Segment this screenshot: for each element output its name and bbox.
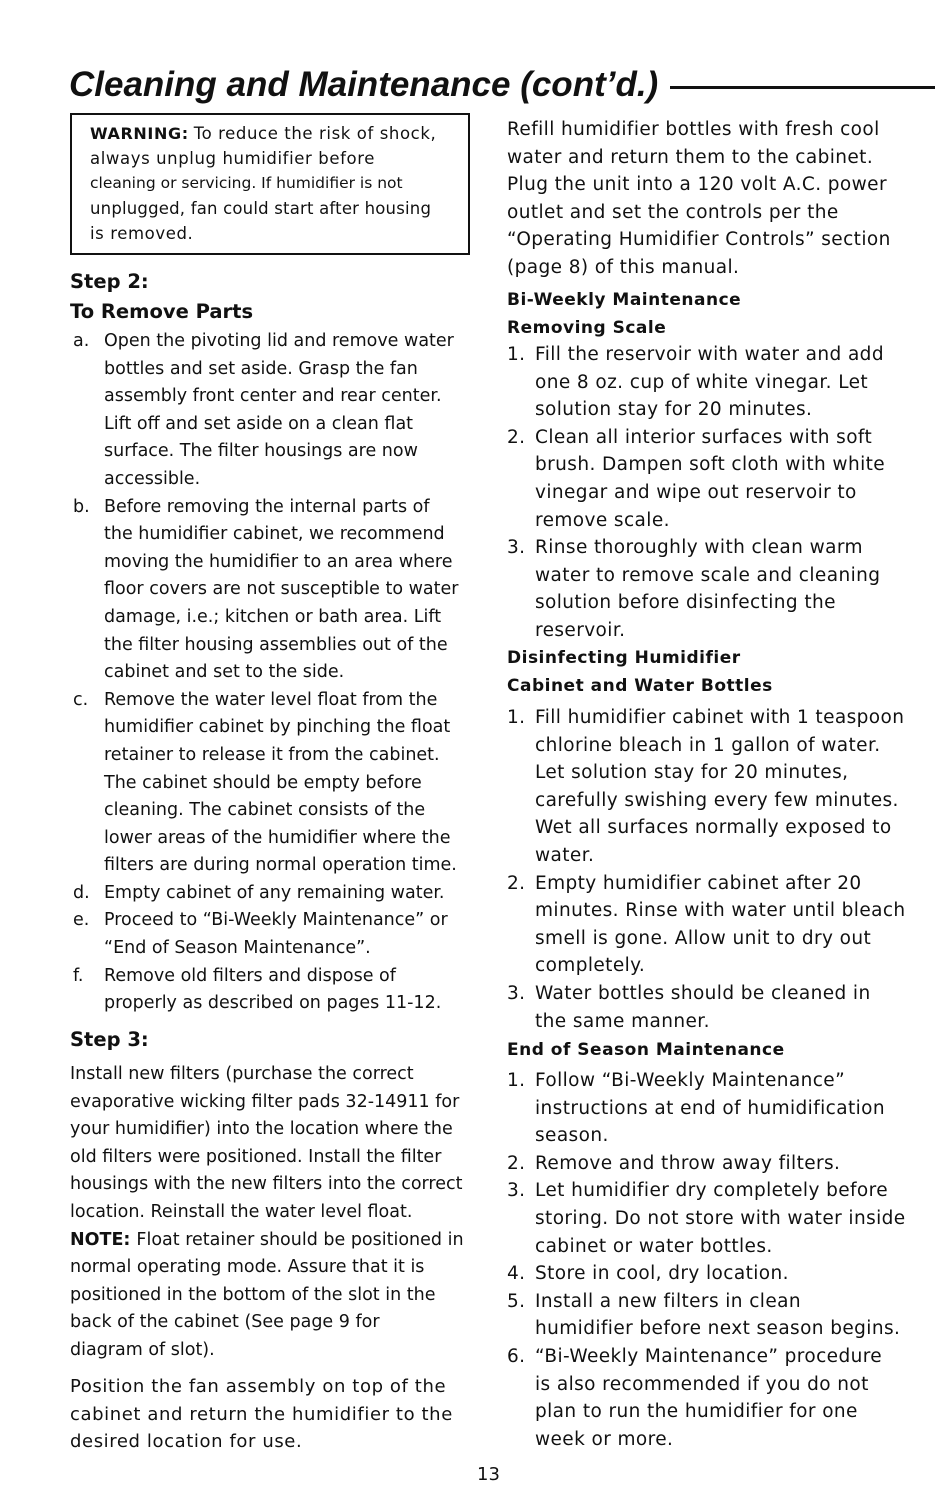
item-text: Fill the reservoir with water and add one 8 oz. cup of white vinegar. Let solution stay for 20 minutes. <box>535 344 884 421</box>
list-item <box>507 1067 906 1150</box>
note-label: NOTE: <box>70 1229 131 1250</box>
item-text: Follow “Bi-Weekly Maintenance” instructions at end of humidification season. <box>535 1070 886 1147</box>
step2-list <box>70 328 458 1018</box>
item-marker: e. <box>73 910 90 931</box>
item-marker: a. <box>73 331 90 351</box>
item-marker: c. <box>73 689 89 710</box>
item-marker: 3. <box>507 1180 526 1202</box>
warning-box <box>70 113 470 255</box>
list-item <box>507 1288 906 1343</box>
page-number: 13 <box>477 1464 500 1485</box>
item-text: Empty cabinet of any remaining water. <box>104 882 445 903</box>
item-marker: b. <box>73 496 90 517</box>
item-text: Remove and throw away filters. <box>535 1152 841 1174</box>
warning-line: always unplug humidifier before <box>90 149 375 168</box>
disinfect-list <box>507 704 906 1035</box>
item-text: Open the pivoting lid and remove water bottles and set aside. Grasp the fan assembly front center and rear center. Lift off and set aside on a clean flat surface. The filter housings are now accessible. <box>104 331 454 489</box>
list-item <box>507 980 906 1035</box>
warning-text: To reduce the risk of shock, <box>193 124 437 143</box>
item-marker: f. <box>73 965 84 986</box>
item-text: Let humidifier dry completely before storing. Do not store with water inside cabinet or water bottles. <box>535 1180 906 1257</box>
disinfect-subheading: Cabinet and Water Bottles <box>507 676 773 696</box>
item-marker: 1. <box>507 707 526 728</box>
item-text: Rinse thoroughly with clean warm water to remove scale and cleaning solution before disinfecting the reservoir. <box>535 537 881 641</box>
title-rule <box>670 86 935 89</box>
warning-line: unplugged, fan could start after housing <box>90 199 432 218</box>
warning-line <box>90 121 468 146</box>
warning-line: is removed. <box>90 224 194 243</box>
list-item <box>507 1150 906 1178</box>
step3-closing-paragraph: Position the fan assembly on top of the cabinet and return the humidifier to the desired location for use. <box>70 1376 453 1453</box>
list-item <box>507 1260 906 1288</box>
list-item <box>507 704 906 870</box>
note-text: Float retainer should be positioned in normal operating mode. Assure that it is positioned in the bottom of the slot in the back of the cabinet (See page 9 for diagram of slot). <box>70 1229 464 1360</box>
list-item <box>507 341 885 424</box>
list-item <box>507 424 885 534</box>
warning-label: WARNING: <box>90 124 189 143</box>
item-marker: 5. <box>507 1290 526 1312</box>
item-marker: 1. <box>507 1070 526 1091</box>
item-marker: 2. <box>507 426 526 448</box>
list-item <box>70 880 458 908</box>
list-item <box>70 687 458 880</box>
item-text: Proceed to “Bi-Weekly Maintenance” or “End of Season Maintenance”. <box>104 910 448 959</box>
item-marker: 4. <box>507 1263 526 1285</box>
step2-heading: Step 2: <box>70 270 149 293</box>
list-item <box>70 963 458 1018</box>
step2-heading-block <box>70 267 253 327</box>
list-item <box>70 328 458 494</box>
page-title: Cleaning and Maintenance (cont’d.) <box>69 65 659 104</box>
warning-line: cleaning or servicing. If humidifier is not <box>90 174 403 192</box>
end-season-heading: End of Season Maintenance <box>507 1040 785 1060</box>
item-text: Remove old filters and dispose of properly as described on pages 11-12. <box>104 965 442 1014</box>
refill-paragraph: Refill humidifier bottles with fresh cool water and return them to the cabinet. Plug the unit into a 120 volt A.C. power outlet and set the controls per the “Operating Humidifier Controls” section (page 8) of this manual. <box>507 119 891 278</box>
list-item <box>507 1343 906 1453</box>
biweekly-heading-block <box>507 286 741 342</box>
note-paragraph <box>70 1227 464 1365</box>
step3-paragraph <box>70 1061 464 1365</box>
item-marker: 2. <box>507 1152 526 1174</box>
disinfect-heading-block <box>507 644 773 700</box>
title-row <box>69 60 935 110</box>
list-item <box>70 494 458 687</box>
list-item <box>507 534 885 644</box>
biweekly-list <box>507 341 885 645</box>
item-text: Clean all interior surfaces with soft brush. Dampen soft cloth with white vinegar and wipe out reservoir to remove scale. <box>535 426 886 531</box>
item-text: Store in cool, dry location. <box>535 1263 789 1285</box>
item-marker: 6. <box>507 1345 526 1367</box>
step2-subheading: To Remove Parts <box>70 300 254 323</box>
item-text: Remove the water level float from the humidifier cabinet by pinching the float retainer to release it from the cabinet. The cabinet should be empty before cleaning. The cabinet consists of the lower areas of the humidifier where the filters are during normal operation time. <box>104 689 457 876</box>
item-text: Install a new filters in clean humidifier before next season begins. <box>535 1290 901 1340</box>
item-marker: 1. <box>507 344 526 365</box>
item-marker: d. <box>73 882 90 903</box>
list-item <box>70 907 458 962</box>
item-text: Before removing the internal parts of the humidifier cabinet, we recommend moving the humidifier to an area where floor covers are not susceptible to water damage, i.e.; kitchen or bath area. Lift the filter housing assemblies out of the cabinet and set to the side. <box>104 496 459 683</box>
item-text: Empty humidifier cabinet after 20 minutes. Rinse with water until bleach smell is gone. Allow unit to dry out completely. <box>535 872 906 977</box>
list-item <box>507 870 906 980</box>
step3-heading: Step 3: <box>70 1028 149 1051</box>
item-text: “Bi-Weekly Maintenance” procedure is also recommended if you do not plan to run the humidifier for one week or more. <box>535 1345 883 1450</box>
end-season-list <box>507 1067 906 1453</box>
step3-text: Install new filters (purchase the correct evaporative wicking filter pads 32-14911 for your humidifier) into the location where the old filters were positioned. Install the filter housings with the new filters into the correct location. Reinstall the water level float. <box>70 1064 463 1222</box>
item-marker: 3. <box>507 537 526 559</box>
biweekly-subheading: Removing Scale <box>507 318 667 338</box>
item-text: Water bottles should be cleaned in the same manner. <box>535 982 871 1032</box>
item-text: Fill humidifier cabinet with 1 teaspoon chlorine bleach in 1 gallon of water. Let solution stay for 20 minutes, carefully swishing every few minutes. Wet all surfaces normally exposed to water. <box>535 707 905 866</box>
biweekly-heading: Bi-Weekly Maintenance <box>507 290 742 310</box>
item-marker: 3. <box>507 982 526 1004</box>
item-marker: 2. <box>507 872 526 894</box>
disinfect-heading: Disinfecting Humidifier <box>507 648 741 668</box>
list-item <box>507 1177 906 1260</box>
